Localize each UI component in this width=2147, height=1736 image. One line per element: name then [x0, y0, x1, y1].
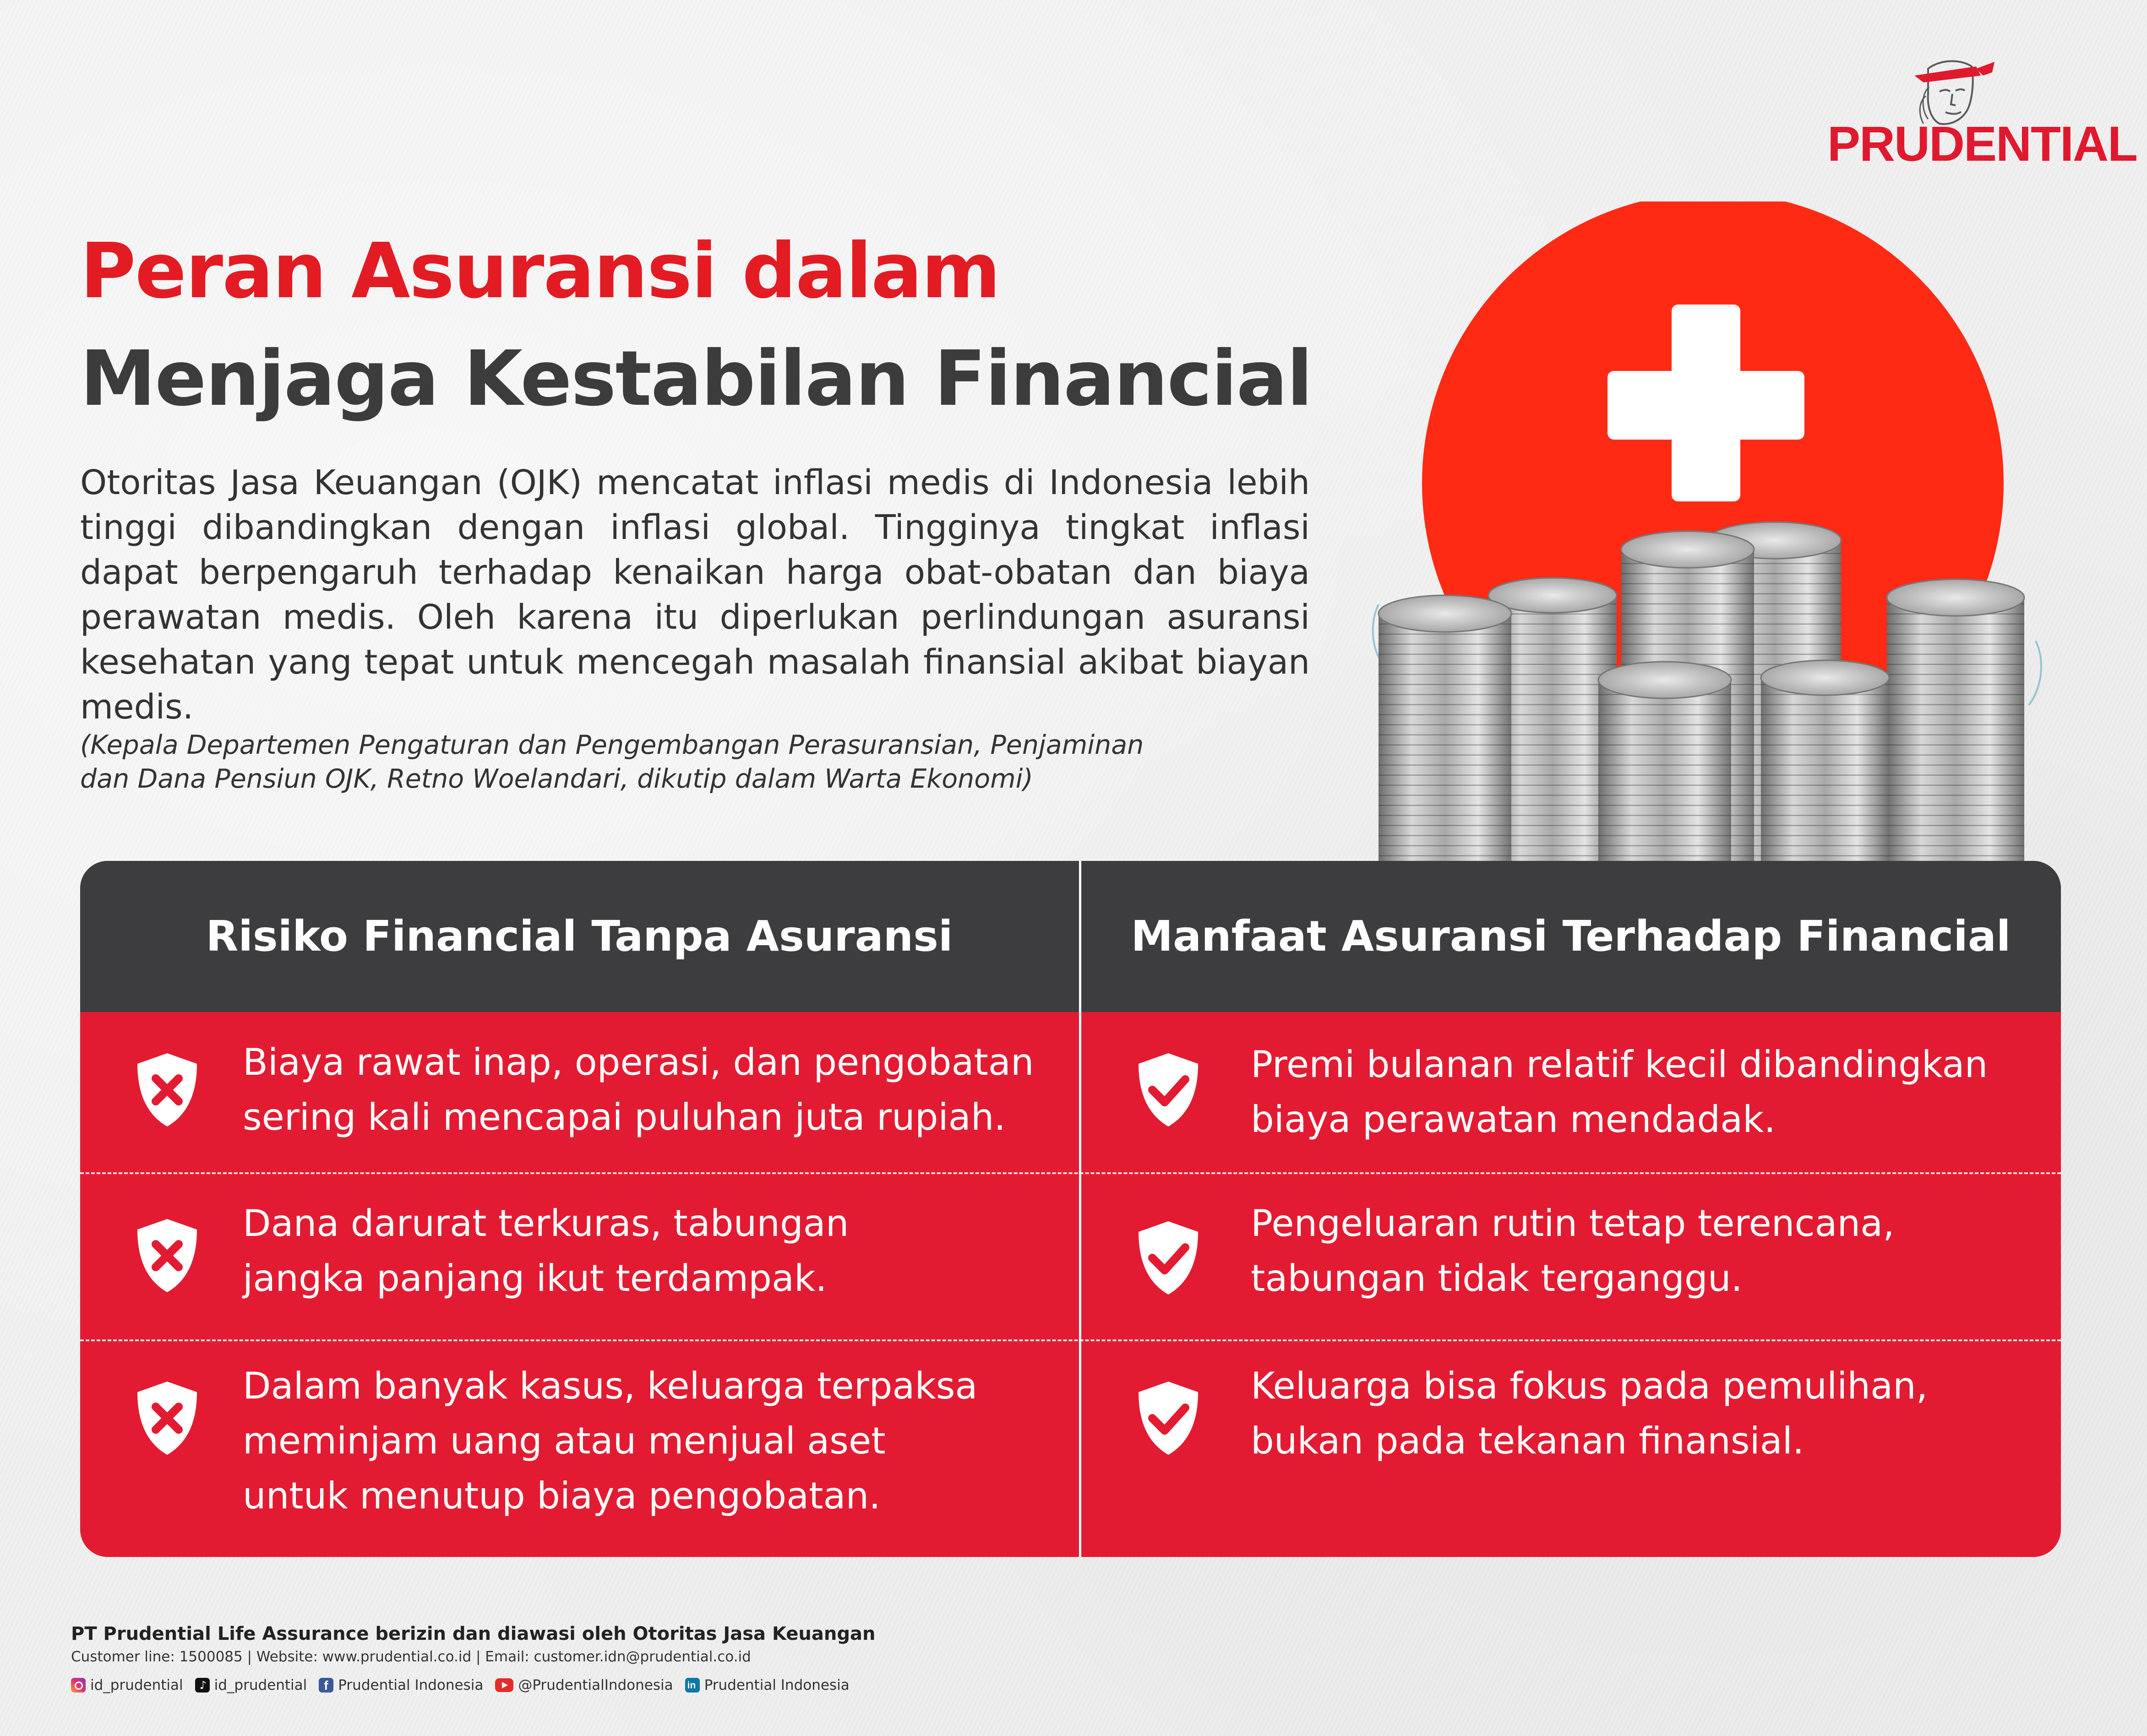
social-facebook[interactable]: f Prudential Indonesia: [319, 1677, 483, 1693]
facebook-icon: f: [319, 1678, 333, 1692]
shield-check-icon: [1134, 1219, 1203, 1297]
table-row: [80, 1340, 2061, 1557]
table-row: [80, 1173, 2061, 1339]
risk-cell: [80, 1012, 1079, 1172]
risk-text: Dalam banyak kasus, keluarga terpaksa meminjam uang atau menjual aset untuk menutup biaya pengobatan.: [243, 1365, 978, 1517]
benefit-text: Keluarga bisa fokus pada pemulihan, bukan pada tekanan finansial.: [1251, 1365, 1928, 1462]
prudential-logo: [1827, 50, 2137, 174]
benefit-text: Pengeluaran rutin tetap terencana, tabungan tidak terganggu.: [1251, 1202, 1895, 1300]
comparison-table: [80, 861, 2061, 1557]
risk-cell: [80, 1173, 1079, 1339]
benefit-text: Premi bulanan relatif kecil dibandingkan biaya perawatan mendadak.: [1251, 1043, 1988, 1141]
youtube-icon: [495, 1678, 513, 1692]
citation-line2: dan Dana Pensiun OJK, Retno Woelandari, dikutip dalam Warta Ekonomi): [80, 764, 1033, 794]
instagram-icon: [71, 1678, 86, 1692]
citation-line1: (Kepala Departemen Pengaturan dan Pengembangan Perasuransian, Penjaminan: [80, 730, 1144, 760]
shield-x-icon: [133, 1051, 202, 1129]
benefit-column-header: Manfaat Asuransi Terhadap Financial: [1131, 912, 2011, 961]
citation: [80, 728, 1225, 796]
brand-wordmark: PRUDENTIAL: [1827, 116, 2137, 171]
risk-column-header: Risiko Financial Tanpa Asuransi: [206, 912, 953, 961]
intro-paragraph: Otoritas Jasa Keuangan (OJK) mencatat inflasi medis di Indonesia lebih tinggi dibandingkan dengan inflasi global. Tingginya tingkat inflasi dapat berpengaruh terhadap kenaikan harga obat-obatan dan biaya perawatan medis. Oleh karena itu diperlukan perlindungan asuransi kesehatan yang tepat untuk mencegah masalah finansial akibat biayan medis.: [80, 463, 1310, 727]
table-row: [80, 1012, 2061, 1172]
health-coins-illustration: [1351, 201, 2061, 870]
risk-cell: [80, 1340, 1079, 1557]
table-header: [80, 861, 2061, 1012]
benefit-cell: [1081, 1173, 2061, 1339]
shield-x-icon: [133, 1379, 202, 1457]
benefit-cell: [1081, 1012, 2061, 1172]
risk-text: Dana darurat terkuras, tabungan jangka panjang ikut terdampak.: [243, 1202, 849, 1300]
social-tiktok[interactable]: ♪ id_prudential: [195, 1677, 307, 1693]
tiktok-icon: ♪: [195, 1678, 210, 1692]
social-links: [71, 1675, 850, 1695]
legal-notice: PT Prudential Life Assurance berizin dan diawasi oleh Otoritas Jasa Keuangan: [71, 1623, 876, 1644]
risk-text: Biaya rawat inap, operasi, dan pengobatan sering kali mencapai puluhan juta rupiah.: [243, 1041, 1034, 1138]
shield-check-icon: [1134, 1051, 1203, 1129]
linkedin-icon: in: [685, 1678, 700, 1692]
shield-check-icon: [1134, 1379, 1203, 1457]
social-youtube[interactable]: @PrudentialIndonesia: [495, 1677, 673, 1693]
contact-info: Customer line: 1500085 | Website: www.prudential.co.id | Email: customer.idn@prudential.co.id: [71, 1649, 751, 1665]
page-title-line1: Peran Asuransi dalam: [80, 227, 1000, 316]
social-instagram[interactable]: id_prudential: [71, 1677, 183, 1693]
page-title-line2: Menjaga Kestabilan Financial: [80, 335, 1312, 423]
social-linkedin[interactable]: in Prudential Indonesia: [685, 1677, 850, 1693]
benefit-cell: [1081, 1340, 2061, 1557]
shield-x-icon: [133, 1217, 202, 1295]
